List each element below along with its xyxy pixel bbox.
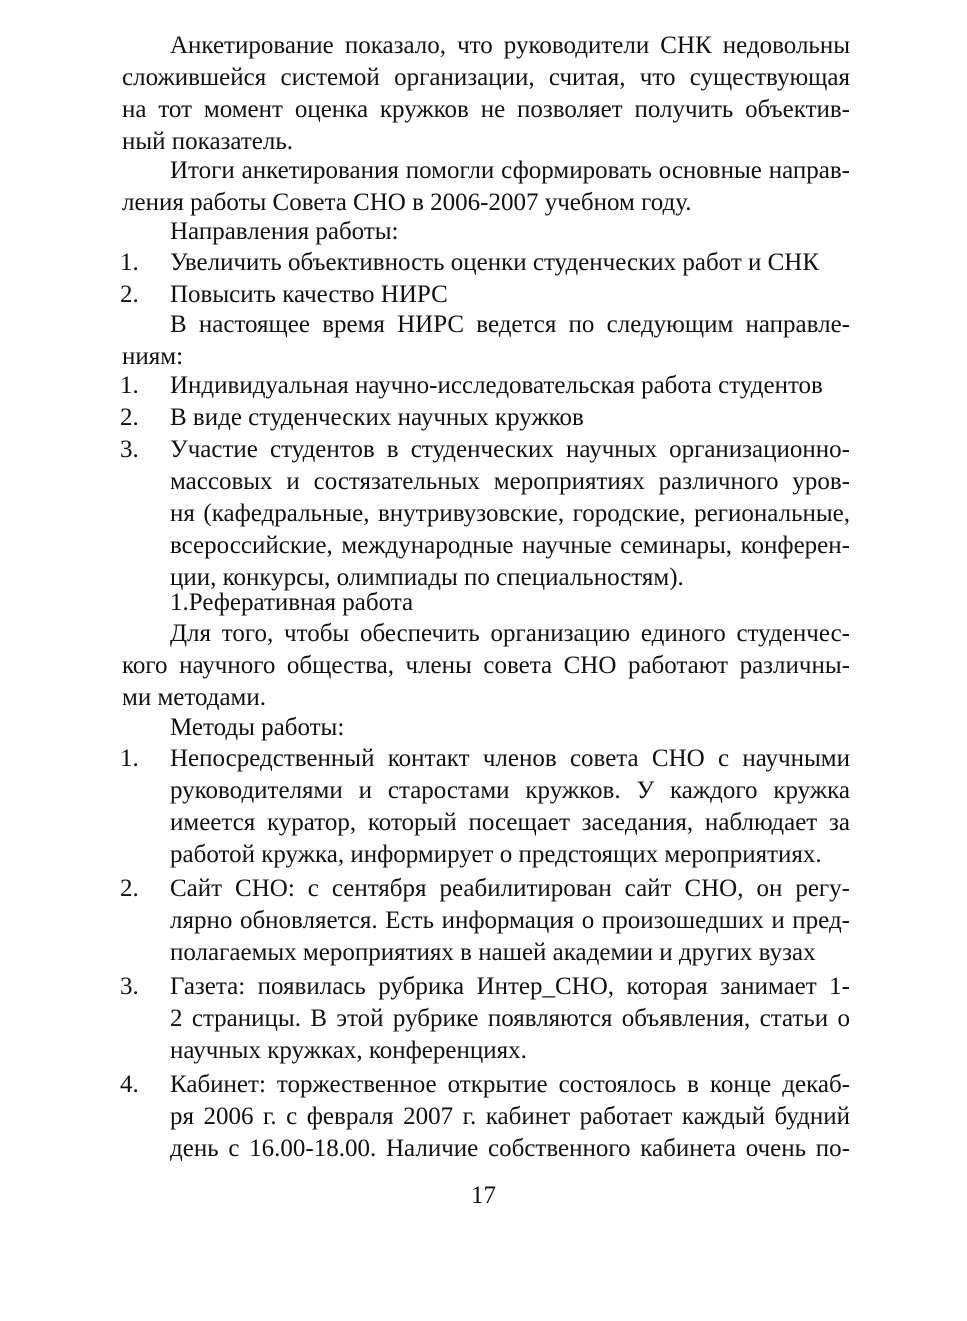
text-line: на тот момент оценка кружков не позволяет получить объектив-: [122, 96, 850, 123]
list-number: 2.: [120, 875, 139, 902]
text-line: сложившейся системой организации, считая, что существующая: [122, 64, 850, 91]
text-line: ня (кафедральные, внутривузовские, городские, региональные,: [170, 500, 850, 527]
text-line: научных кружках, конференциях.: [170, 1037, 527, 1064]
list-number: 3.: [120, 436, 139, 463]
text-line: работой кружка, информирует о предстоящих мероприятиях.: [170, 841, 822, 868]
text-line: всероссийские, международные научные семинары, конферен-: [170, 532, 850, 559]
text-line: имеется куратор, который посещает заседания, наблюдает за: [170, 809, 850, 836]
text-line: Повысить качество НИРС: [170, 281, 448, 308]
list-nirs-directions: [122, 370, 850, 594]
text-line: Газета: появилась рубрика Интер_СНО, которая занимает 1-: [170, 973, 850, 1000]
heading-referative: [122, 587, 850, 619]
text-line: Сайт СНО: с сентября реабилитирован сайт СНО, он регу-: [170, 875, 850, 902]
list-number: 1.: [120, 372, 139, 399]
list-number: 1.: [120, 745, 139, 772]
text-line: Итоги анкетирования помогли сформировать основные направ-: [170, 157, 850, 184]
text-line: день с 16.00-18.00. Наличие собственного кабинета очень по-: [170, 1135, 850, 1162]
text-line: руководителями и старостами кружков. У каждого кружка: [170, 777, 850, 804]
heading-text: Методы работы:: [170, 714, 345, 741]
text-line: кого научного общества, члены совета СНО работают различны-: [122, 652, 850, 679]
text-line: ря 2006 г. с февраля 2007 г. кабинет работает каждый будний: [170, 1103, 850, 1130]
text-line: Кабинет: торжественное открытие состоялось в конце декаб-: [170, 1071, 850, 1098]
list-item: [122, 873, 850, 969]
list-item: [122, 743, 850, 871]
text-line: массовых и состязательных мероприятиях различного уров-: [170, 468, 850, 495]
text-line: ления работы Совета СНО в 2006-2007 учебном году.: [122, 189, 692, 216]
text-line: Для того, чтобы обеспечить организацию единого студенчес-: [170, 620, 850, 647]
list-methods: [122, 743, 850, 1165]
list-number: 2.: [120, 281, 139, 308]
list-item: [122, 971, 850, 1067]
heading-text: Направления работы:: [170, 218, 399, 245]
list-number: 3.: [120, 973, 139, 1000]
list-number: 1.: [120, 249, 139, 276]
text-line: Индивидуальная научно-исследовательская работа студентов: [170, 372, 823, 399]
text-line: полагаемых мероприятиях в нашей академии и других вузах: [170, 939, 816, 966]
paragraph-society: [122, 618, 850, 714]
heading-methods: [122, 712, 850, 744]
list-number: 2.: [120, 404, 139, 431]
list-item: [122, 279, 850, 311]
page-number: 17: [471, 1182, 496, 1209]
text-line: ции, конкурсы, олимпиады по специальностям).: [170, 564, 684, 591]
text-line: ный показатель.: [122, 128, 294, 155]
text-line: 2 страницы. В этой рубрике появляются объявления, статьи о: [170, 1005, 850, 1032]
text-line: В настоящее время НИРС ведется по следующим направле-: [170, 311, 850, 338]
paragraph-intro: [122, 30, 850, 158]
text-line: В виде студенческих научных кружков: [170, 404, 584, 431]
list-number: 4.: [120, 1071, 139, 1098]
text-line: Участие студентов в студенческих научных организационно-: [170, 436, 850, 463]
text-line: Непосредственный контакт членов совета СНО с научными: [170, 745, 850, 772]
text-line: ниям:: [122, 343, 184, 370]
list-item: [122, 1069, 850, 1165]
heading-directions: [122, 216, 850, 248]
text-line: ми методами.: [122, 684, 267, 711]
paragraph-results: [122, 155, 850, 219]
list-item: [122, 402, 850, 434]
paragraph-nirs: [122, 309, 850, 373]
text-line: лярно обновляется. Есть информация о произошедших и пред-: [170, 907, 850, 934]
heading-text: 1.Реферативная работа: [170, 589, 414, 616]
text-line: Анкетирование показало, что руководители СНК недовольны: [170, 32, 850, 59]
list-item: [122, 370, 850, 402]
text-line: Увеличить объективность оценки студенческих работ и СНК: [170, 249, 820, 276]
list-directions: [122, 247, 850, 311]
list-item: [122, 434, 850, 594]
list-item: [122, 247, 850, 279]
